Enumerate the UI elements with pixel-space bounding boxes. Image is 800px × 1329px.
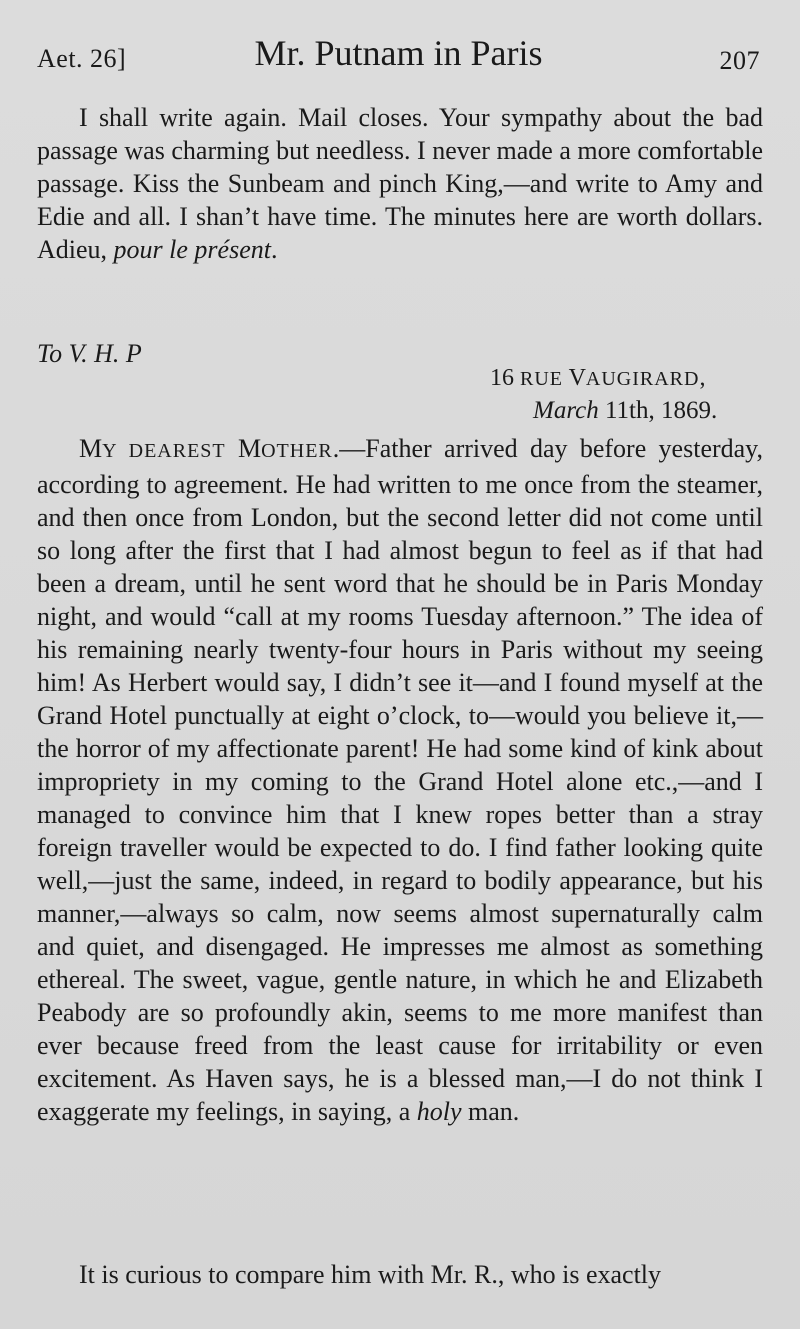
address-street-type: RUE [520,368,563,390]
opening-cap-1: M [79,434,103,463]
address-street-name: AUGIRARD [585,368,700,390]
paragraph-3-text: It is curious to compare him with Mr. R., who is exactly [79,1260,662,1289]
opening-smallcaps-1: Y DEAREST [102,440,226,462]
opening-cap-2: M [225,434,262,463]
paragraph-2 [37,432,763,1128]
running-head-left: Aet. 26] [37,44,127,73]
address-end: , [699,365,706,391]
date-rest: 11th, 1869. [598,397,718,424]
paragraph-1-end: . [270,235,278,264]
running-head [37,32,760,82]
address-cap: V [563,365,586,391]
paragraph-2-italic: holy [416,1097,462,1126]
paragraph-2-end: man. [461,1097,520,1126]
address-number: 16 [490,365,520,391]
page-number: 207 [719,46,760,75]
letter-recipient: To V. H. P [37,339,142,368]
date-month: March [533,397,599,424]
running-head-title: Mr. Putnam in Paris [254,33,543,73]
paragraph-2-text [37,432,763,1128]
opening-smallcaps-2: OTHER [261,440,333,462]
paragraph-2-body: .—Father arrived day before yesterday, according to agreement. He had written to me once from the steamer, and then once from London, but the second letter did not come until so long after the first that I had almost begun to feel as if that had been a dream, until he sent word that he should be in Paris Monday night, and would “call at my rooms Tuesday afternoon.” The idea of his remaining nearly twenty-four hours in Paris without my seeing him! As Herbert would say, I didn’t see it—and I found myself at the Grand Hotel punctually at eight o’clock, to—would you believe it,—the horror of my affectionate parent! He had some kind of kink about impropriety in my coming to the Grand Hotel alone etc.,—and I managed to convince him that I knew ropes better than a stray foreign traveller would be expected to do. I find father looking quite well,—just the same, indeed, in regard to bodily appearance, but his manner,—always so calm, now seems almost supernaturally calm and quiet, and disengaged. He impresses me almost as something ethereal. The sweet, vague, gentle nature, in which he and Elizabeth Peabody are so profoundly akin, seems to me more manifest than ever because freed from the least cause for irritability or even excitement. As Haven says, he is a blessed man,—I do not think I exaggerate my feelings, in saying, a [37,434,763,1126]
paragraph-1-italic: pour le présent [113,235,271,264]
letter-address [490,365,705,392]
letter-date [533,397,717,425]
paragraph-3 [37,1258,763,1291]
paragraph-1 [37,101,763,266]
paragraph-1-text [37,101,763,266]
paragraph-1-body: I shall write again. Mail closes. Your sympathy about the bad passage was charming but needless. I never made a more comfortable passage. Kiss the Sunbeam and pinch King,—and write to Amy and Edie and all. I shan’t have time. The minutes here are worth dollars. Adieu, [37,103,763,264]
